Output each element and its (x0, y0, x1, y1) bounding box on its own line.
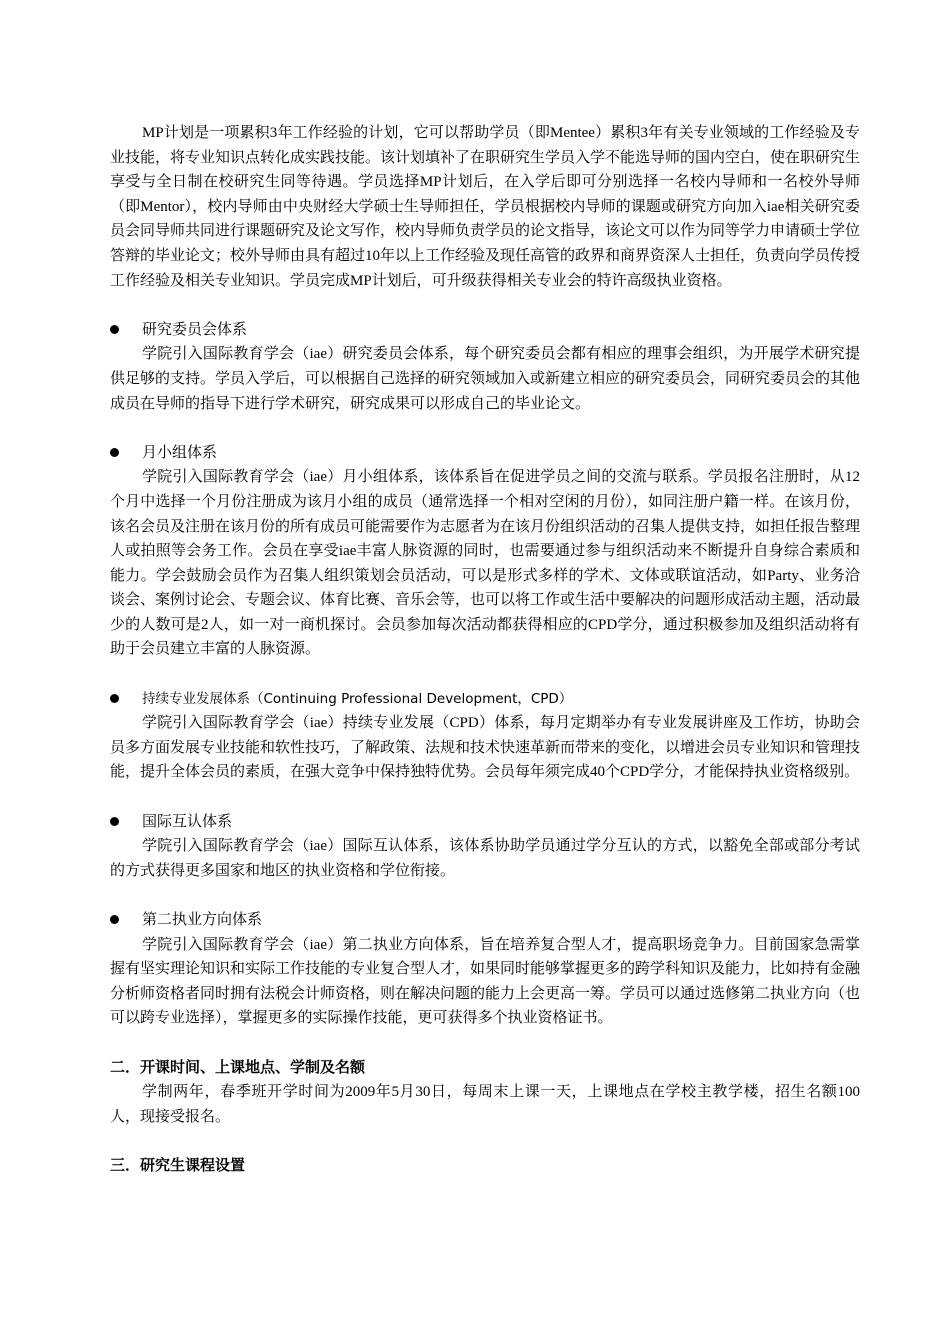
heading-schedule: 二．开课时间、上课地点、学制及名额 (110, 1059, 366, 1076)
section-second-career (110, 908, 860, 1031)
bullet-item (110, 687, 860, 712)
section-title: 国际互认体系 (142, 813, 233, 830)
bullet-icon (110, 817, 119, 826)
section-mutual-recognition (110, 810, 860, 884)
bullet-icon (110, 694, 119, 703)
section-body: 学院引入国际教育学会（iae）研究委员会体系，每个研究委员会都有相应的理事会组织，为开展学术研究提供足够的支持。学员入学后，可以根据自己选择的研究领域加入或新建立相应的研究委员会，同研究委员会的其他成员在导师的指导下进行学术研究，研究成果可以形成自己的毕业论文。 (110, 346, 861, 412)
section-title: 第二执业方向体系 (142, 912, 263, 928)
section-body: 学院引入国际教育学会（iae）月小组体系，该体系旨在促进学员之间的交流与联系。学员报名注册时，从12个月中选择一个月份注册成为该月小组的成员（通常选择一个相对空闲的月份），如同注册户籍一样。在该月份，该名会员及注册在该月份的所有成员可能需要作为志愿者为在该月份组织活动的召集人提供支持，如担任报告整理人或拍照等会务工作。会员在享受iae丰富人脉资源的同时，也需要通过参与组织活动来不断提升自身综合素质和能力。学会鼓励会员作为召集人组织策划会员活动，可以是形式多样的学术、文体或联谊活动，如Party、业务洽谈会、案例讨论会、专题会议、体育比赛、音乐会等，也可以将工作或生活中要解决的问题形成活动主题，活动最少的人数可是2人，如一对一商机探讨。会员参加每次活动都获得相应的CPD学分，通过积极参加及组织活动将有助于会员建立丰富的人脉资源。 (110, 469, 861, 658)
section-cpd (110, 687, 860, 785)
section-body: 学院引入国际教育学会（iae）持续专业发展（CPD）体系，每月定期举办有专业发展讲座及工作坊，协助会员多方面发展专业技能和软性技巧，了解政策、法规和技术快速革新而带来的变化，以增进会员专业知识和管理技能，提升全体会员的素质，在强大竞争中保持独特优势。会员每年须完成40个CPD学分，才能保持执业资格级别。 (110, 715, 861, 781)
section-body: 学院引入国际教育学会（iae）国际互认体系，该体系协助学员通过学分互认的方式，以豁免全部或部分考试的方式获得更多国家和地区的执业资格和学位衔接。 (110, 838, 860, 879)
document-page (110, 121, 860, 1179)
mp-plan-paragraph: MP计划是一项累积3年工作经验的计划，它可以帮助学员（即Mentee）累积3年有关专业领域的工作经验及专业技能，将专业知识点转化成实践技能。该计划填补了在职研究生学员入学不能选导师的国内空白，使在职研究生享受与全日制在校研究生同等待遇。学员选择MP计划后，在入学后即可分别选择一名校内导师和一名校外导师（即Mentor），校内导师由中央财经大学硕士生导师担任，学员根据校内导师的课题或研究方向加入iae相关研究委员会同导师共同进行课题研究及论文写作，校内导师负责学员的论文指导，该论文可以作为同等学力申请硕士学位答辩的毕业论文；校外导师由具有超过10年以上工作经验及现任高管的政界和商界资深人士担任，负责向学员传授工作经验及相关专业知识。学员完成MP计划后，可升级获得相关专业会的特许高级执业资格。 (110, 125, 861, 289)
bullet-icon (110, 448, 119, 457)
section-title: 月小组体系 (142, 444, 218, 461)
bullet-item (110, 810, 860, 835)
bullet-icon (110, 325, 119, 334)
section-body: 学院引入国际教育学会（iae）第二执业方向体系，旨在培养复合型人才，提高职场竞争力。目前国家急需掌握有坚实理论知识和实际工作技能的专业复合型人才，如果同时能够掌握更多的跨学科知识及能力，比如持有金融分析师资格者同时拥有法税会计师资格，则在解决问题的能力上会更高一筹。学员可以通过选修第二执业方向（也可以跨专业选择），掌握更多的实际操作技能，更可获得多个执业资格证书。 (110, 936, 861, 1027)
bullet-icon (110, 915, 119, 924)
heading-curriculum: 三．研究生课程设置 (110, 1157, 246, 1174)
section-title: 持续专业发展体系（Continuing Professional Development，CPD） (142, 690, 573, 707)
bullet-item (110, 441, 860, 466)
bullet-item (110, 318, 860, 343)
section-research-committee (110, 318, 860, 416)
section-monthly-group (110, 441, 860, 662)
section-title: 研究委员会体系 (142, 321, 248, 338)
bullet-item (110, 908, 860, 933)
schedule-paragraph: 学制两年，春季班开学时间为2009年5月30日，每周末上课一天，上课地点在学校主教学楼，招生名额100人，现接受报名。 (110, 1084, 860, 1125)
